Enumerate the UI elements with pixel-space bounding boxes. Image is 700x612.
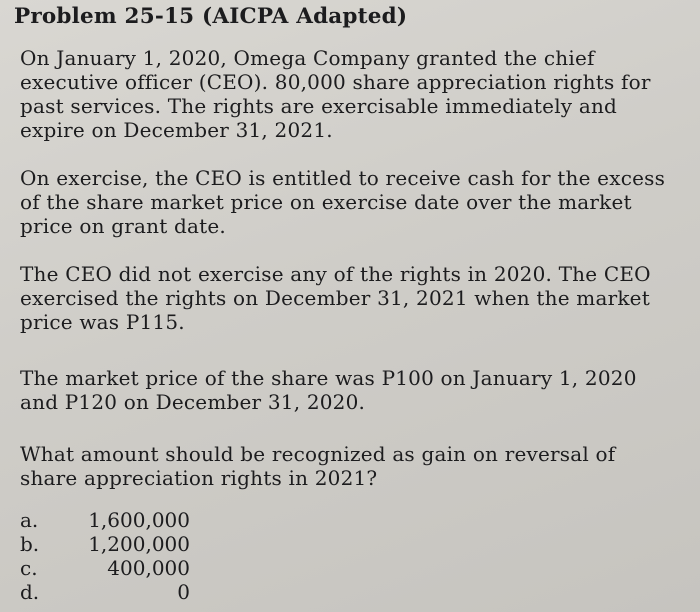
paragraph-line: executive officer (CEO). 80,000 share appreciation rights for — [20, 70, 651, 94]
paragraph-grant — [20, 46, 692, 142]
choice-value: 0 — [177, 580, 190, 604]
paragraph-line: What amount should be recognized as gain on reversal of — [20, 442, 616, 466]
paragraph-line: On exercise, the CEO is entitled to receive cash for the excess — [20, 166, 666, 190]
paragraph-line: and P120 on December 31, 2020. — [20, 390, 366, 414]
paragraph-line: past services. The rights are exercisable immediately and — [20, 94, 618, 118]
paragraph-market-price — [20, 366, 692, 414]
paragraph-line: price was P115. — [20, 310, 185, 334]
choice-value: 400,000 — [107, 556, 190, 580]
paragraph-line: On January 1, 2020, Omega Company granted the chief — [20, 46, 595, 70]
paragraph-line: of the share market price on exercise date over the market — [20, 190, 632, 214]
answer-choices — [20, 508, 190, 604]
question-text — [20, 442, 692, 490]
choice-a — [20, 508, 190, 532]
paragraph-exercise-date — [20, 262, 692, 334]
choice-value: 1,200,000 — [88, 532, 190, 556]
choice-letter: d. — [20, 580, 40, 604]
choice-letter: a. — [20, 508, 39, 532]
paragraph-line: price on grant date. — [20, 214, 226, 238]
paragraph-line: The CEO did not exercise any of the rights in 2020. The CEO — [20, 262, 651, 286]
paragraph-line: The market price of the share was P100 on January 1, 2020 — [20, 366, 637, 390]
choice-c — [20, 556, 190, 580]
choice-letter: b. — [20, 532, 40, 556]
paragraph-line: exercised the rights on December 31, 2021 when the market — [20, 286, 650, 310]
problem-title: Problem 25-15 (AICPA Adapted) — [14, 4, 408, 29]
paragraph-line: share appreciation rights in 2021? — [20, 466, 378, 490]
choice-value: 1,600,000 — [88, 508, 190, 532]
paragraph-line: expire on December 31, 2021. — [20, 118, 333, 142]
choice-letter: c. — [20, 556, 38, 580]
choice-d — [20, 580, 190, 604]
paragraph-exercise-terms — [20, 166, 692, 238]
choice-b — [20, 532, 190, 556]
